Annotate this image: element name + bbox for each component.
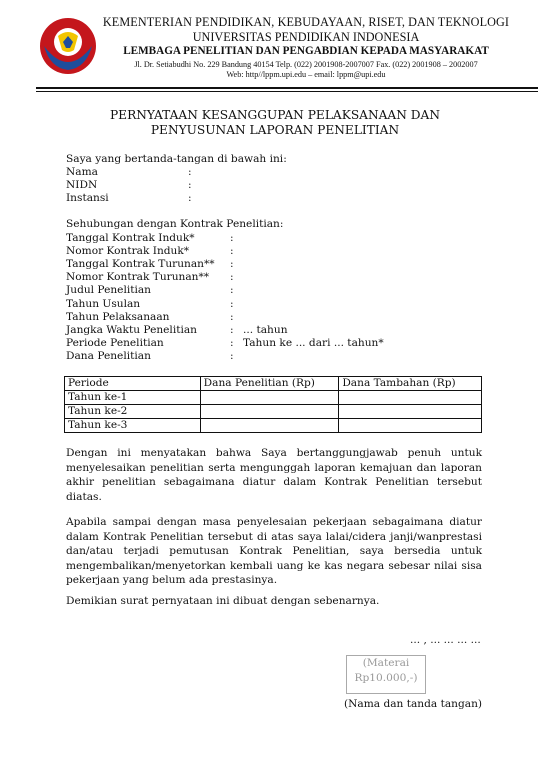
funding-table xyxy=(64,376,482,433)
colon: : xyxy=(230,324,234,336)
table-row xyxy=(65,391,482,405)
address: Jl. Dr. Setiabudhi No. 229 Bandung 40154 Telp. (022) 2001908-2007007 Fax. (022) 2001908 – 2002007 xyxy=(134,60,478,69)
field-label: Tanggal Kontrak Induk* xyxy=(66,232,195,244)
table-header-row xyxy=(65,377,482,391)
ministry-name: KEMENTERIAN PENDIDIKAN, KEBUDAYAAN, RISET, DAN TEKNOLOGI xyxy=(102,15,510,29)
table-cell: Tahun ke-2 xyxy=(65,405,201,419)
table-header: Dana Tambahan (Rp) xyxy=(339,377,482,391)
place-date-placeholder: ... , ... ... ... ... xyxy=(410,634,481,646)
field-label: Nomor Kontrak Induk* xyxy=(66,245,190,257)
table-cell xyxy=(200,391,339,405)
table-cell xyxy=(200,405,339,419)
stamp-duty-line1: (Materai xyxy=(362,657,410,669)
colon: : xyxy=(230,284,234,296)
default-clause-paragraph: Apabila sampai dengan masa penyelesaian pekerjaan sebagaimana diatur dalam Kontrak Penelitian tersebut di atas saya lalai/cidera janji/wanprestasi dan/atau terjadi pemutusan Kontrak Penelitian, saya bersedia untuk mengembalikan/menyetorkan kembali uang ke kas negara sebesar nilai sisa pekerjaan yang belum ada prestasinya. xyxy=(66,516,482,586)
field-label: Periode Penelitian xyxy=(66,337,164,349)
letterhead-rule-thin xyxy=(36,91,538,92)
table-header: Dana Penelitian (Rp) xyxy=(200,377,339,391)
field-label-nama: Nama xyxy=(66,166,98,178)
table-cell xyxy=(339,405,482,419)
colon: : xyxy=(230,258,234,270)
table-cell: Tahun ke-3 xyxy=(65,419,201,433)
field-label: Judul Penelitian xyxy=(66,284,152,296)
statement-paragraph: Dengan ini menyatakan bahwa Saya bertanggungjawab penuh untuk menyelesaikan penelitian serta mengunggah laporan kemajuan dan laporan akhir penelitian sebagaimana diatur dalam Kontrak Penelitian tersebut diatas. xyxy=(66,447,482,503)
university-emblem-icon xyxy=(36,16,100,80)
table-row xyxy=(65,405,482,419)
stamp-duty-line2: Rp10.000,-) xyxy=(354,672,418,684)
document-title-line1: PERNYATAAN KESANGGUPAN PELAKSANAAN DAN xyxy=(109,108,441,122)
table-row xyxy=(65,419,482,433)
intro-text: Saya yang bertanda-tangan di bawah ini: xyxy=(66,153,287,165)
field-label-nidn: NIDN xyxy=(66,179,98,191)
document-title-line2: PENYUSUNAN LAPORAN PENELITIAN xyxy=(150,123,400,137)
table-cell xyxy=(339,391,482,405)
table-cell: Tahun ke-1 xyxy=(65,391,201,405)
letterhead-rule-thick xyxy=(36,87,538,89)
closing-paragraph: Demikian surat pernyataan ini dibuat dengan sebenarnya. xyxy=(66,595,380,607)
field-label: Tahun Pelaksanaan xyxy=(66,311,170,323)
stamp-duty-box xyxy=(346,655,426,694)
colon: : xyxy=(188,166,192,178)
table-cell xyxy=(339,419,482,433)
field-label: Jangka Waktu Penelitian xyxy=(66,324,197,336)
field-label: Tahun Usulan xyxy=(66,298,141,310)
colon: : xyxy=(230,311,234,323)
university-name: UNIVERSITAS PENDIDIKAN INDONESIA xyxy=(192,30,420,44)
field-value: ... tahun xyxy=(243,324,288,336)
table-cell xyxy=(200,419,339,433)
institute-name: LEMBAGA PENELITIAN DAN PENGABDIAN KEPADA MASYARAKAT xyxy=(123,45,489,57)
colon: : xyxy=(230,271,234,283)
field-value: Tahun ke ... dari ... tahun* xyxy=(243,337,384,349)
colon: : xyxy=(230,298,234,310)
colon: : xyxy=(230,337,234,349)
field-label-instansi: Instansi xyxy=(66,192,109,204)
colon: : xyxy=(230,232,234,244)
field-label: Dana Penelitian xyxy=(66,350,151,362)
signature-label: (Nama dan tanda tangan) xyxy=(344,698,483,710)
field-label: Tanggal Kontrak Turunan** xyxy=(66,258,215,270)
colon: : xyxy=(188,179,192,191)
colon: : xyxy=(230,245,234,257)
field-label: Nomor Kontrak Turunan** xyxy=(66,271,210,283)
web-contact: Web: http//lppm.upi.edu – email: lppm@upi.edu xyxy=(226,70,386,79)
table-header: Periode xyxy=(65,377,201,391)
contract-intro-text: Sehubungan dengan Kontrak Penelitian: xyxy=(66,218,284,230)
colon: : xyxy=(188,192,192,204)
colon: : xyxy=(230,350,234,362)
